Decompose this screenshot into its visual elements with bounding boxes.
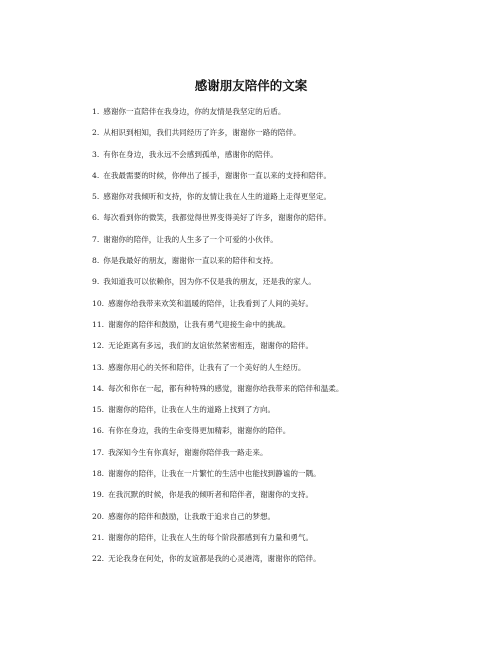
list-item (92, 383, 472, 404)
list-item-number: 14. (92, 383, 105, 393)
list-item (92, 532, 472, 553)
list-item-text: 每次和你在一起，都有种特殊的感觉，谢谢你给我带来的陪伴和温柔。 (108, 383, 344, 393)
list-item (92, 468, 472, 489)
list-item-number: 22. (92, 554, 105, 564)
list-item-text: 谢谢你的陪伴和鼓励，让我有勇气迎接生命中的挑战。 (108, 319, 291, 329)
list-item-number: 1. (92, 107, 100, 116)
list-item-text: 有你在身边，我的生命变得更加精彩，谢谢你的陪伴。 (108, 426, 291, 436)
list-item-text: 无论我身在何处，你的友谊都是我的心灵港湾，谢谢你的陪伴。 (108, 554, 321, 564)
list-item-number: 12. (92, 341, 105, 351)
list-item-text: 谢谢你的陪伴，让我在人生的道路上找到了方向。 (108, 405, 276, 415)
list-item-text: 感谢你给我带来欢笑和温暖的陪伴，让我看到了人间的美好。 (108, 298, 314, 308)
list-item-text: 谢谢你的陪伴，让我的人生多了一个可爱的小伙伴。 (103, 234, 278, 244)
list-item-number: 17. (92, 447, 105, 457)
list-item-number: 5. (92, 192, 100, 202)
list-item-text: 谢谢你的陪伴，让我在一片繁忙的生活中也能找到静谧的一隅。 (108, 469, 321, 479)
list-item-text: 你是我最好的朋友，谢谢你一直以来的陪伴和支持。 (103, 256, 278, 266)
item-list (92, 106, 472, 575)
list-item-text: 从相识到相知，我们共同经历了许多，谢谢你一路的陪伴。 (103, 128, 301, 138)
list-item-number: 15. (92, 405, 105, 415)
list-item-text: 感谢你用心的关怀和陪伴，让我有了一个美好的人生经历。 (108, 362, 306, 372)
list-item-text: 每次看到你的微笑，我都觉得世界变得美好了许多，谢谢你的陪伴。 (103, 213, 332, 223)
document-title: 感谢朋友陪伴的文案 (194, 78, 308, 93)
list-item-text: 感谢你对我倾听和支持，你的友情让我在人生的道路上走得更坚定。 (103, 192, 332, 202)
list-item-number: 10. (92, 298, 105, 308)
list-item (92, 553, 472, 574)
list-item (92, 319, 472, 340)
list-item-text: 在我沉默的时候，你是我的倾听者和陪伴者，谢谢你的支持。 (108, 490, 314, 500)
list-item-text: 我知道我可以依赖你，因为你不仅是我的朋友，还是我的家人。 (103, 277, 316, 287)
list-item (92, 170, 472, 191)
list-item (92, 191, 472, 212)
list-item (92, 234, 472, 255)
list-item-text: 感谢你一直陪伴在我身边，你的友情是我坚定的后盾。 (103, 107, 286, 116)
list-item-number: 13. (92, 362, 105, 372)
list-item (92, 212, 472, 233)
list-item-text: 谢谢你的陪伴，让我在人生的每个阶段都感到有力量和勇气。 (108, 532, 314, 542)
list-item (92, 404, 472, 425)
list-item-text: 感谢你的陪伴和鼓励，让我敢于追求自己的梦想。 (108, 511, 276, 521)
list-item (92, 340, 472, 361)
list-item (92, 276, 472, 297)
list-item-number: 21. (92, 532, 105, 542)
list-item (92, 489, 472, 510)
list-item-number: 4. (92, 170, 100, 180)
list-item-number: 9. (92, 277, 100, 287)
list-item-number: 18. (92, 469, 105, 479)
list-item (92, 149, 472, 170)
list-item-number: 19. (92, 490, 105, 500)
list-item-text: 我深知今生有你真好，谢谢你陪伴我一路走来。 (108, 447, 268, 457)
list-item-number: 2. (92, 128, 100, 138)
list-item-number: 3. (92, 149, 100, 159)
list-item (92, 255, 472, 276)
list-item-number: 8. (92, 256, 100, 266)
list-item (92, 447, 472, 468)
list-item-number: 20. (92, 511, 105, 521)
list-item (92, 362, 472, 383)
list-item-text: 无论距离有多远，我们的友谊依然紧密相连，谢谢你的陪伴。 (108, 341, 314, 351)
list-item (92, 425, 472, 446)
list-item-number: 6. (92, 213, 100, 223)
list-item-text: 有你在身边，我永远不会感到孤单，感谢你的陪伴。 (103, 149, 278, 159)
list-item (92, 511, 472, 532)
list-item (92, 106, 472, 127)
list-item-number: 11. (92, 319, 105, 329)
list-item-number: 16. (92, 426, 105, 436)
list-item-number: 7. (92, 234, 100, 244)
list-item (92, 127, 472, 148)
list-item (92, 298, 472, 319)
list-item-text: 在我最需要的时候，你伸出了援手，谢谢你一直以来的支持和陪伴。 (103, 170, 332, 180)
